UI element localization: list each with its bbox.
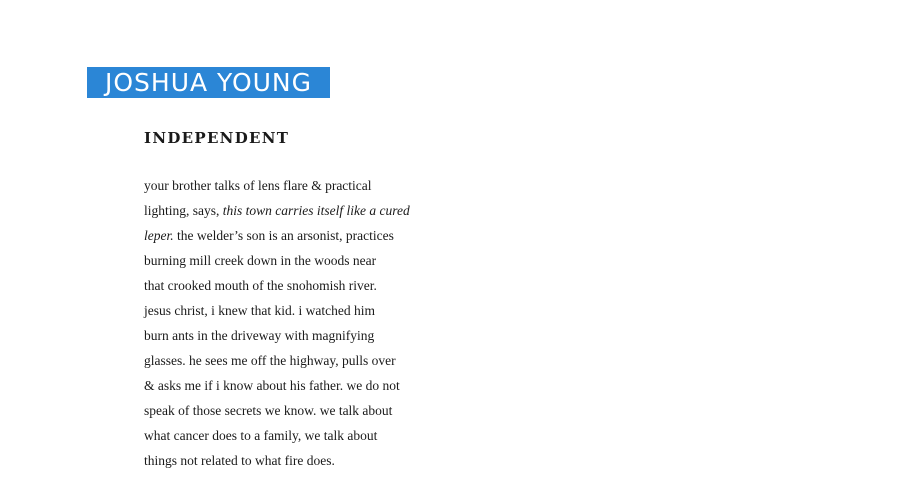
poem-italic-quote: this town carries itself like a cured — [222, 203, 410, 218]
author-name-banner: JOSHUA YOUNG — [87, 67, 330, 98]
poem-line: speak of those secrets we know. we talk about — [144, 403, 393, 418]
poem-line: burning mill creek down in the woods near — [144, 253, 377, 268]
poem-line: lighting, says, this town carries itself like a cured — [144, 203, 410, 218]
poem-line: what cancer does to a family, we talk about — [144, 428, 378, 443]
poem-line: jesus christ, i knew that kid. i watched him — [144, 303, 375, 318]
poem-line: your brother talks of lens flare & practical — [144, 178, 372, 193]
poem-line: burn ants in the driveway with magnifying — [144, 328, 375, 343]
poem-line: & asks me if i know about his father. we do not — [144, 378, 400, 393]
poem-line: leper. the welder’s son is an arsonist, practices — [144, 228, 394, 243]
poem-line: things not related to what fire does. — [144, 453, 335, 468]
poem-line: glasses. he sees me off the highway, pulls over — [144, 353, 396, 368]
poem-line: that crooked mouth of the snohomish river. — [144, 278, 377, 293]
poem-title: INDEPENDENT — [144, 129, 290, 147]
poem-italic-quote: leper. — [144, 228, 174, 243]
poem-body — [144, 173, 474, 473]
